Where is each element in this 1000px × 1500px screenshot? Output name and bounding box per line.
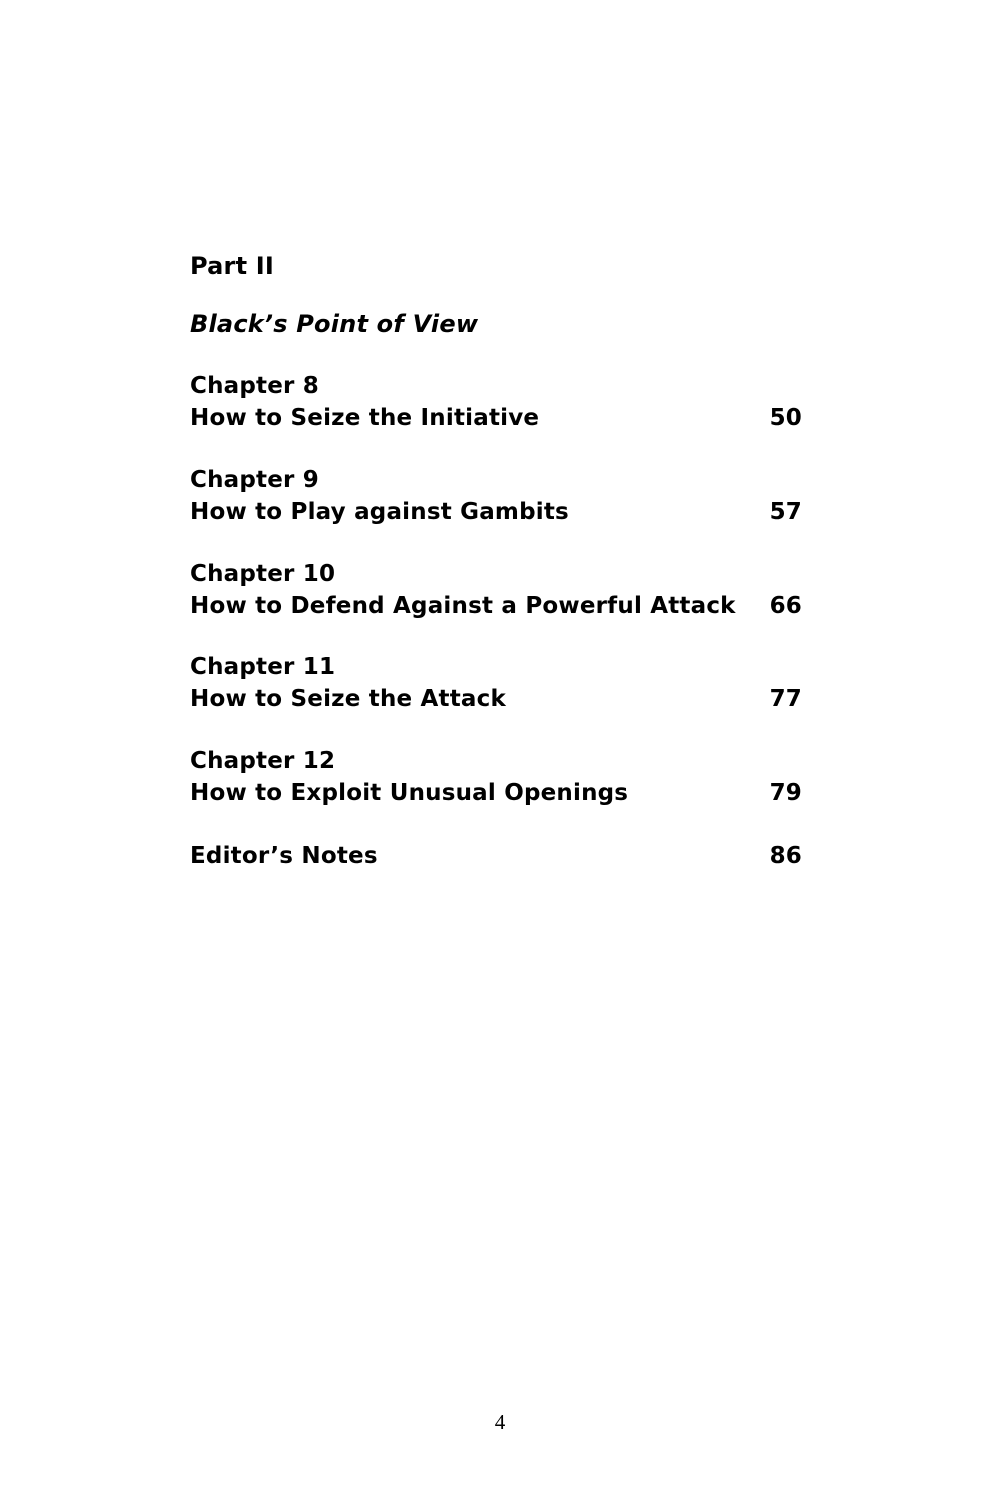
toc-entry-chapter-9: [190, 464, 802, 528]
toc-entry-chapter-11: [190, 651, 802, 715]
toc-chapter-title: How to Defend Against a Powerful Attack: [190, 593, 736, 619]
toc-chapter-label: Chapter 10: [190, 561, 336, 587]
toc-page-number: 79: [769, 780, 802, 806]
toc-chapter-label: Chapter 9: [190, 467, 319, 493]
toc-chapter-title: How to Play against Gambits: [190, 499, 569, 525]
toc-chapter-label: Chapter 12: [190, 748, 336, 774]
toc-entry-chapter-12: [190, 745, 802, 809]
toc-chapter-label: Chapter 8: [190, 373, 319, 399]
part-title: Part II: [190, 252, 275, 280]
toc-chapter-title: How to Exploit Unusual Openings: [190, 780, 629, 806]
toc-entry-chapter-8: [190, 370, 802, 434]
part-subtitle: Black’s Point of View: [190, 310, 479, 338]
toc-page-number: 66: [769, 593, 802, 619]
toc-chapter-title: How to Seize the Initiative: [190, 405, 540, 431]
toc-entry-chapter-10: [190, 558, 802, 622]
toc-page-number: 86: [769, 843, 802, 869]
page-number: 4: [494, 1410, 506, 1434]
toc-chapter-label: Chapter 11: [190, 654, 336, 680]
toc-chapter-title: Editor’s Notes: [190, 843, 378, 869]
toc-page-number: 77: [769, 686, 802, 712]
toc-chapter-title: How to Seize the Attack: [190, 686, 506, 712]
toc-page-number: 50: [769, 405, 802, 431]
toc-entry-editors-notes: [190, 840, 802, 872]
toc-page-number: 57: [769, 499, 802, 525]
